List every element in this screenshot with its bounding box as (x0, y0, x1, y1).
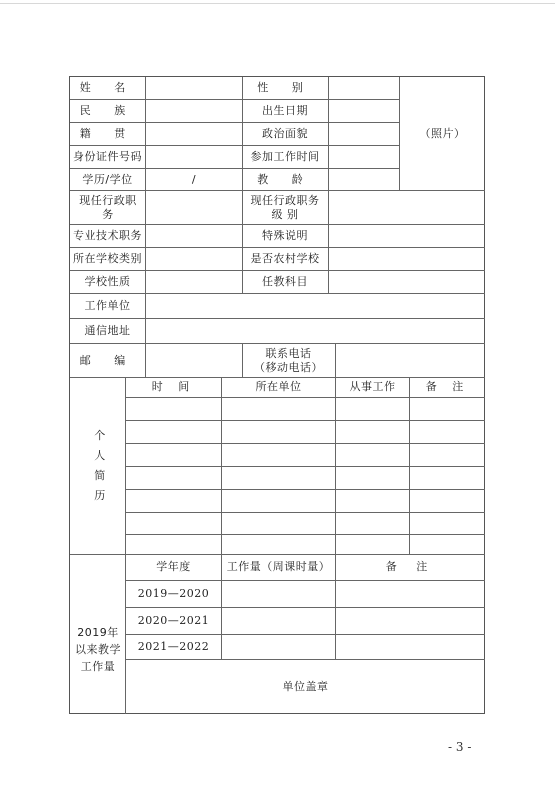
education-label: 学历/学位 (82, 172, 133, 186)
school-type-value[interactable] (146, 248, 242, 270)
postcode-label: 邮 编 (79, 353, 136, 367)
work-start-label: 参加工作时间 (250, 150, 320, 163)
birth-date-value[interactable] (329, 100, 399, 122)
resume-section-label: 个人简历 (94, 428, 106, 502)
native-place-value[interactable] (146, 123, 242, 145)
employer-value[interactable] (146, 294, 485, 318)
teaching-years-value[interactable] (329, 169, 399, 190)
tech-title-label: 专业技术职务 (73, 229, 142, 242)
native-place-label: 籍 贯 (79, 127, 136, 140)
subject-label: 任教科目 (262, 275, 308, 288)
special-notes-label: 特殊说明 (262, 229, 308, 242)
rural-school-value[interactable] (329, 248, 485, 270)
workload-year-row: 2019—2020 (137, 587, 210, 600)
subject-value[interactable] (329, 271, 485, 293)
resume-header-notes: 备 注 (425, 380, 470, 393)
workload-header-year: 学年度 (156, 560, 191, 573)
phone-label-sub: （移动电话） (254, 360, 323, 374)
id-number-label: 身份证件号码 (73, 150, 142, 163)
tech-title-value[interactable] (146, 225, 242, 247)
ethnicity-value[interactable] (146, 100, 242, 122)
workload-header-hours: 工作量（周课时量） (226, 560, 331, 573)
admin-level-label: 现任行政职务级 别 (250, 193, 320, 221)
birth-date-label: 出生日期 (262, 104, 308, 117)
workload-section-label: 2019年以来教学工作量 (75, 625, 121, 673)
unit-stamp-label: 单位盖章 (282, 680, 329, 693)
rural-school-label: 是否农村学校 (250, 252, 320, 265)
school-nature-value[interactable] (146, 271, 242, 293)
photo-placeholder: （照片） (419, 126, 466, 140)
phone-value[interactable] (336, 344, 485, 377)
workload-year-row: 2020—2021 (137, 614, 210, 627)
workload-year-row: 2021—2022 (137, 640, 210, 653)
school-nature-label: 学校性质 (84, 275, 131, 288)
employer-label: 工作单位 (84, 299, 131, 312)
gender-label: 性 别 (257, 81, 313, 94)
workload-header-notes: 备 注 (385, 560, 436, 573)
page-top-rule (0, 3, 555, 4)
admin-level-value[interactable] (329, 191, 485, 224)
ethnicity-label: 民 族 (79, 104, 136, 117)
address-value[interactable] (146, 319, 485, 343)
name-value[interactable] (146, 77, 242, 99)
education-separator: / (191, 172, 197, 186)
teaching-years-label: 教 龄 (257, 172, 313, 186)
work-start-value[interactable] (329, 146, 399, 168)
admin-position-value[interactable] (146, 191, 242, 224)
special-notes-value[interactable] (329, 225, 485, 247)
resume-header-time: 时 间 (151, 380, 196, 393)
address-label: 通信地址 (84, 324, 131, 337)
resume-header-unit: 所在单位 (255, 380, 302, 393)
resume-header-work: 从事工作 (349, 380, 396, 393)
admin-position-label: 现任行政职务 (79, 193, 137, 221)
phone-label (242, 344, 335, 377)
phone-label-main: 联系电话 (265, 346, 312, 360)
gender-value[interactable] (329, 77, 399, 99)
political-status-label: 政治面貌 (262, 127, 308, 140)
school-type-label: 所在学校类别 (73, 252, 142, 265)
name-label: 姓 名 (79, 81, 136, 94)
page-number: - 3 - (448, 740, 472, 754)
registration-form-table (69, 76, 485, 714)
id-number-value[interactable] (146, 146, 242, 168)
postcode-value[interactable] (146, 344, 242, 377)
political-status-value[interactable] (329, 123, 399, 145)
